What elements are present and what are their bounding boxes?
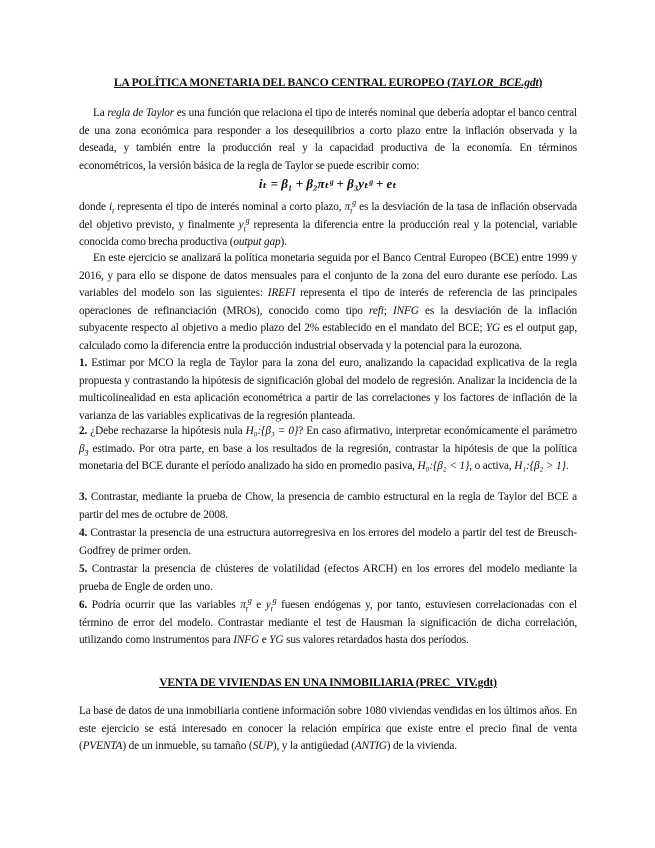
question-6: 6. Podría ocurrir que las variables $\pi_t^g$ e $y_t^g$ fuesen endógenas y, por tanto, estuviesen correlacionadas con el término de error del modelo. Contrastar mediante el test de Hausman la significación de dicha correlación, utilizando como instrumentos para INFG e YG sus valores retardados hasta dos períodos. (79, 596, 577, 646)
taylor-formula: iₜ = β₁ + β₂πₜᵍ + β₃yₜᵍ + eₜ (258, 176, 398, 191)
question-3: 3. Contrastar, mediante la prueba de Chow, la presencia de cambio estructural en la regla de Taylor del BCE a partir del mes de octubre de 2008. (79, 491, 577, 521)
intro-paragraph: La regla de Taylor es una función que relaciona el tipo de interés nominal que debería adoptar el banco central de una zona económica para responder a los desequilibrios a corto plazo entre la inflación observada y la deseada, y también entre la producción real y la capacidad productiva de la economía. En términos econométricos, la versión básica de la regla de Taylor se puede escribir como: (79, 107, 577, 172)
question-5: 5. Contrastar la presencia de clústeres de volatilidad (efectos ARCH) en los errores del modelo mediante la prueba de Engle de orden uno. (79, 563, 577, 593)
question-2: 2. ¿Debe rechazarse la hipótesis nula H₀:{β₃ = 0}? En caso afirmativo, interpretar económicamente el parámetro $\beta_3$ estimado. Por otra parte, en base a los resultados de la regresión, contrastar la hipótesis de que la política monetaria del BCE durante el período analizado ha sido en promedio pasiva, H₀:{β₂ < 1}, o activa, H₁:{β₂ > 1}. (79, 425, 577, 472)
donde-paragraph: donde $i_t$ representa el tipo de interés nominal a corto plazo, $\pi_t^g$ es la desviación de la tasa de inflación observada del objetivo previsto, y finalmente $y_t^g$ representa la diferencia entre la producción real y la potencial, variable conocida como brecha productiva (output gap). (79, 198, 578, 248)
question-4: 4. Contrastar la presencia de una estructura autorregresiva en los errores del modelo a partir del test de Breusch-Godfrey de primer orden. (79, 527, 577, 557)
section-title-taylor: LA POLÍTICA MONETARIA DEL BANCO CENTRAL EUROPEO (TAYLOR_BCE.gdt) (113, 76, 543, 89)
exercise-paragraph: En este ejercicio se analizará la política monetaria seguida por el Banco Central Europeo (BCE) entre 1999 y 2016, y para ello se dispone de datos mensuales para el conjunto de la zona del euro durante ese período. Las variables del modelo son las siguientes: IREFI representa el tipo de interés de referencia de las principales operaciones de refinanciación (MROs), conocido como tipo refi; INFG es la desviación de la inflación subyacente respecto al objetivo a medio plazo del 2% establecido en el mandato del BCE; YG es el output gap, calculado como la diferencia entre la producción industrial observada y la potencial para la eurozona. (79, 252, 578, 352)
section-title-viviendas: VENTA DE VIVIENDAS EN UNA INMOBILIARIA (PREC_VIV.gdt) (159, 676, 497, 689)
question-1: 1. Estimar por MCO la regla de Taylor para la zona del euro, analizando la capacidad explicativa de la regla propuesta y contrastando la hipótesis de significación global del modelo de regresión. Analizar la incidencia de la multicolinealidad en esta aplicación econométrica a partir de las correlaciones y los factores de inflación de la varianza de las variables explicativas de la regresión planteada. (79, 357, 577, 422)
viviendas-paragraph: La base de datos de una inmobiliaria contiene información sobre 1080 viviendas vendidas en los últimos años. En este ejercicio se está interesado en conocer la relación empírica que existe entre el precio final de venta (PVENTA) de un inmueble, su tamaño (SUP), y la antigüedad (ANTIG) de la vivienda. (79, 705, 577, 752)
